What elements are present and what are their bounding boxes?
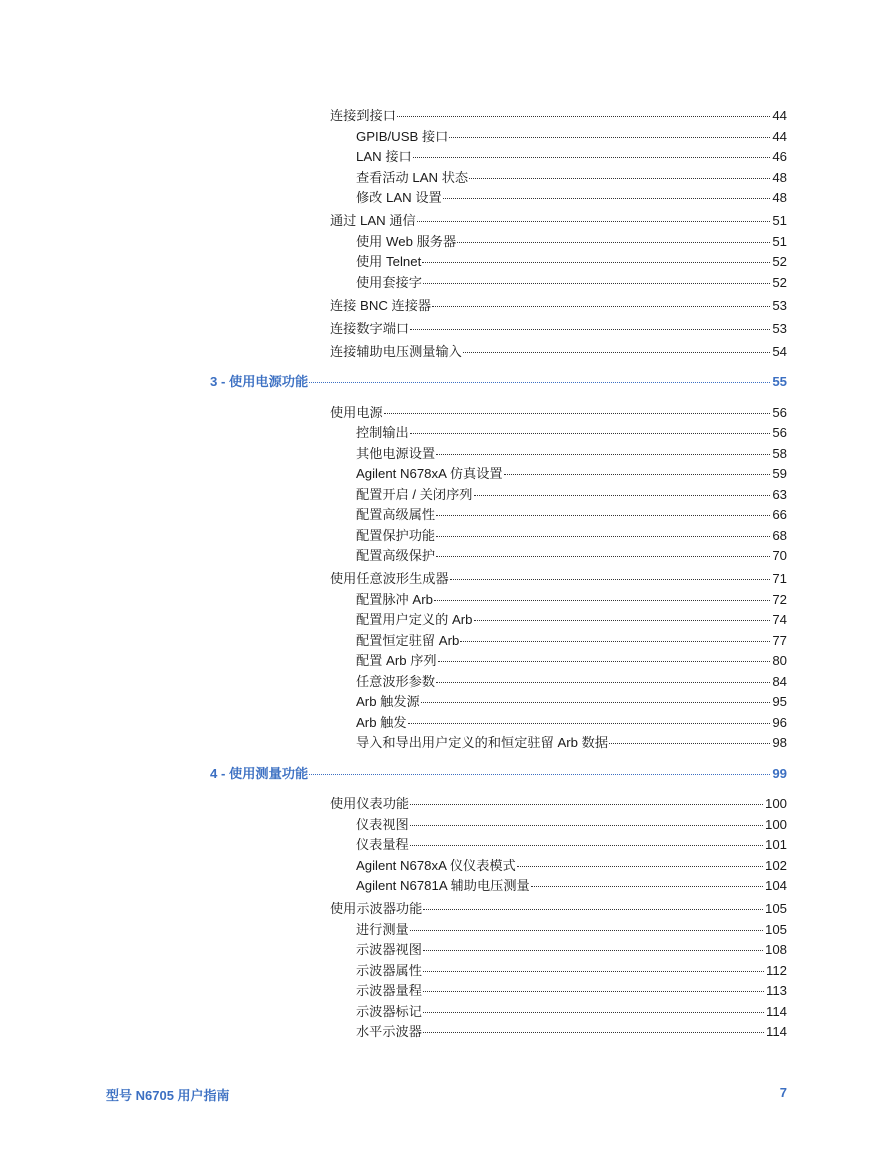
toc-entry-page: 100 [765, 815, 787, 836]
dot-leader [436, 536, 770, 537]
toc-chapter-entry[interactable] [210, 372, 787, 393]
toc-entry-title: 使用任意波形生成器 [330, 569, 450, 590]
toc-entry-page: 112 [766, 961, 787, 982]
toc-entry-title: Agilent N678xA 仿真设置 [356, 464, 504, 485]
dot-leader [436, 454, 770, 455]
dot-leader [421, 702, 771, 703]
toc-entry-title: 示波器属性 [356, 961, 423, 982]
footer-title: 型号 N6705 用户指南 [106, 1088, 230, 1103]
toc-entry-page: 48 [772, 188, 787, 209]
dot-leader [397, 116, 770, 117]
dot-leader [469, 178, 770, 179]
toc-subsection-entry[interactable] [356, 444, 787, 465]
toc-entry-title: 通过 LAN 通信 [330, 211, 417, 232]
toc-entry-title: 使用示波器功能 [330, 899, 423, 920]
toc-entry-page: 52 [772, 273, 787, 294]
dot-leader [423, 1032, 764, 1033]
dot-leader [436, 682, 770, 683]
toc-entry-page: 99 [772, 764, 787, 785]
toc-subsection-entry[interactable] [356, 856, 787, 877]
page-number: 7 [779, 1085, 787, 1100]
toc-entry-title: Agilent N678xA 仪仪表模式 [356, 856, 517, 877]
dot-leader [422, 262, 770, 263]
toc-entry-title: 配置用户定义的 Arb [356, 610, 474, 631]
toc-subsection-entry[interactable] [356, 505, 787, 526]
toc-subsection-entry[interactable] [356, 147, 787, 168]
toc-subsection-entry[interactable] [356, 127, 787, 148]
dot-leader [436, 556, 770, 557]
toc-entry-title: 连接辅助电压测量输入 [330, 342, 463, 363]
toc-subsection-entry[interactable] [356, 940, 787, 961]
toc-entry-page: 104 [765, 876, 787, 897]
dot-leader [384, 413, 771, 414]
toc-subsection-entry[interactable] [356, 713, 787, 734]
toc-entry-title: 水平示波器 [356, 1022, 423, 1043]
toc-subsection-entry[interactable] [356, 273, 787, 294]
dot-leader [309, 774, 770, 775]
toc-subsection-entry[interactable] [356, 981, 787, 1002]
toc-entry-page: 71 [772, 569, 787, 590]
toc-entry-title: 查看活动 LAN 状态 [356, 168, 469, 189]
dot-leader [410, 825, 763, 826]
toc-entry-page: 114 [766, 1002, 787, 1023]
toc-entry-page: 68 [772, 526, 787, 547]
toc-section-entry[interactable] [330, 794, 787, 815]
dot-leader [434, 600, 770, 601]
toc-subsection-entry[interactable] [356, 590, 787, 611]
dot-leader [423, 971, 764, 972]
toc-entry-page: 101 [765, 835, 787, 856]
dot-leader [410, 930, 763, 931]
toc-entry-title: 使用电源 [330, 403, 384, 424]
toc-subsection-entry[interactable] [356, 815, 787, 836]
toc-entry-title: 连接到接口 [330, 106, 397, 127]
dot-leader [449, 137, 770, 138]
toc-section-entry[interactable] [330, 106, 787, 127]
toc-subsection-entry[interactable] [356, 610, 787, 631]
dot-leader [450, 579, 771, 580]
toc-subsection-entry[interactable] [356, 631, 787, 652]
toc-entry-title: 控制输出 [356, 423, 410, 444]
toc-entry-title: 仪表视图 [356, 815, 410, 836]
toc-entry-page: 53 [772, 296, 787, 317]
toc-entry-page: 105 [765, 920, 787, 941]
dot-leader [408, 723, 771, 724]
toc-section-entry[interactable] [330, 403, 787, 424]
toc-entry-page: 105 [765, 899, 787, 920]
toc-entry-page: 56 [772, 423, 787, 444]
toc-entry-title: 进行测量 [356, 920, 410, 941]
toc-entry-page: 63 [772, 485, 787, 506]
dot-leader [413, 157, 771, 158]
toc-entry-title: 配置高级属性 [356, 505, 436, 526]
toc-section-entry[interactable] [330, 296, 787, 317]
table-of-contents [0, 106, 893, 1043]
toc-entry-page: 53 [772, 319, 787, 340]
toc-entry-page: 72 [772, 590, 787, 611]
dot-leader [432, 306, 770, 307]
toc-entry-title: 连接 BNC 连接器 [330, 296, 432, 317]
toc-entry-title: 任意波形参数 [356, 672, 436, 693]
toc-subsection-entry[interactable] [356, 232, 787, 253]
toc-entry-title: 使用 Web 服务器 [356, 232, 457, 253]
toc-entry-title: 配置高级保护 [356, 546, 436, 567]
dot-leader [410, 329, 770, 330]
toc-subsection-entry[interactable] [356, 485, 787, 506]
toc-entry-title: 配置开启 / 关闭序列 [356, 485, 474, 506]
dot-leader [410, 845, 763, 846]
toc-section-entry[interactable] [330, 899, 787, 920]
toc-entry-page: 59 [772, 464, 787, 485]
dot-leader [423, 283, 770, 284]
dot-leader [463, 352, 770, 353]
toc-subsection-entry[interactable] [356, 188, 787, 209]
toc-subsection-entry[interactable] [356, 672, 787, 693]
toc-entry-page: 84 [772, 672, 787, 693]
toc-subsection-entry[interactable] [356, 464, 787, 485]
dot-leader [438, 661, 771, 662]
toc-chapter-entry[interactable] [210, 764, 787, 785]
toc-entry-page: 70 [772, 546, 787, 567]
toc-subsection-entry[interactable] [356, 252, 787, 273]
toc-entry-page: 77 [772, 631, 787, 652]
dot-leader [423, 1012, 764, 1013]
toc-subsection-entry[interactable] [356, 546, 787, 567]
toc-subsection-entry[interactable] [356, 1022, 787, 1043]
toc-subsection-entry[interactable] [356, 651, 787, 672]
toc-subsection-entry[interactable] [356, 423, 787, 444]
toc-entry-page: 51 [772, 211, 787, 232]
toc-entry-title: 示波器标记 [356, 1002, 423, 1023]
toc-entry-title: 示波器视图 [356, 940, 423, 961]
toc-entry-page: 48 [772, 168, 787, 189]
dot-leader [436, 515, 770, 516]
toc-entry-title: 连接数字端口 [330, 319, 410, 340]
toc-entry-page: 58 [772, 444, 787, 465]
toc-subsection-entry[interactable] [356, 526, 787, 547]
toc-subsection-entry[interactable] [356, 1002, 787, 1023]
dot-leader [417, 221, 771, 222]
toc-entry-title: 示波器量程 [356, 981, 423, 1002]
dot-leader [410, 804, 763, 805]
dot-leader [504, 474, 771, 475]
dot-leader [609, 743, 770, 744]
toc-entry-title: 修改 LAN 设置 [356, 188, 443, 209]
dot-leader [517, 866, 763, 867]
toc-entry-page: 46 [772, 147, 787, 168]
toc-entry-page: 66 [772, 505, 787, 526]
toc-subsection-entry[interactable] [356, 961, 787, 982]
toc-entry-page: 54 [772, 342, 787, 363]
toc-entry-title: 仪表量程 [356, 835, 410, 856]
toc-entry-page: 113 [766, 981, 787, 1002]
toc-entry-page: 55 [772, 372, 787, 393]
toc-entry-title: 3 - 使用电源功能 [210, 372, 309, 393]
dot-leader [423, 991, 764, 992]
toc-entry-page: 74 [772, 610, 787, 631]
toc-entry-page: 56 [772, 403, 787, 424]
dot-leader [443, 198, 771, 199]
toc-entry-page: 98 [772, 733, 787, 754]
toc-entry-title: 使用 Telnet [356, 252, 422, 273]
toc-entry-title: 其他电源设置 [356, 444, 436, 465]
dot-leader [474, 495, 771, 496]
toc-subsection-entry[interactable] [356, 835, 787, 856]
toc-subsection-entry[interactable] [356, 876, 787, 897]
toc-entry-page: 96 [772, 713, 787, 734]
dot-leader [423, 950, 763, 951]
toc-entry-page: 44 [772, 127, 787, 148]
toc-entry-page: 51 [772, 232, 787, 253]
dot-leader [460, 641, 770, 642]
toc-entry-page: 102 [765, 856, 787, 877]
dot-leader [457, 242, 770, 243]
toc-subsection-entry[interactable] [356, 733, 787, 754]
toc-entry-title: LAN 接口 [356, 147, 413, 168]
dot-leader [531, 886, 763, 887]
toc-entry-title: 配置 Arb 序列 [356, 651, 438, 672]
dot-leader [474, 620, 771, 621]
dot-leader [410, 433, 771, 434]
toc-entry-title: Agilent N6781A 辅助电压测量 [356, 876, 531, 897]
toc-section-entry[interactable] [330, 211, 787, 232]
toc-entry-title: Arb 触发源 [356, 692, 421, 713]
toc-subsection-entry[interactable] [356, 692, 787, 713]
toc-entry-title: 配置恒定驻留 Arb [356, 631, 460, 652]
toc-entry-title: Arb 触发 [356, 713, 408, 734]
toc-subsection-entry[interactable] [356, 920, 787, 941]
toc-entry-page: 108 [765, 940, 787, 961]
toc-entry-title: 导入和导出用户定义的和恒定驻留 Arb 数据 [356, 733, 609, 754]
toc-entry-page: 80 [772, 651, 787, 672]
toc-entry-page: 100 [765, 794, 787, 815]
toc-section-entry[interactable] [330, 319, 787, 340]
toc-entry-page: 44 [772, 106, 787, 127]
toc-entry-title: 使用仪表功能 [330, 794, 410, 815]
toc-entry-title: 配置保护功能 [356, 526, 436, 547]
toc-entry-title: GPIB/USB 接口 [356, 127, 449, 148]
toc-entry-title: 4 - 使用测量功能 [210, 764, 309, 785]
dot-leader [423, 909, 763, 910]
toc-entry-title: 使用套接字 [356, 273, 423, 294]
toc-section-entry[interactable] [330, 342, 787, 363]
toc-entry-page: 52 [772, 252, 787, 273]
toc-section-entry[interactable] [330, 569, 787, 590]
toc-entry-title: 配置脉冲 Arb [356, 590, 434, 611]
dot-leader [309, 382, 770, 383]
toc-entry-page: 95 [772, 692, 787, 713]
toc-entry-page: 114 [766, 1022, 787, 1043]
toc-subsection-entry[interactable] [356, 168, 787, 189]
